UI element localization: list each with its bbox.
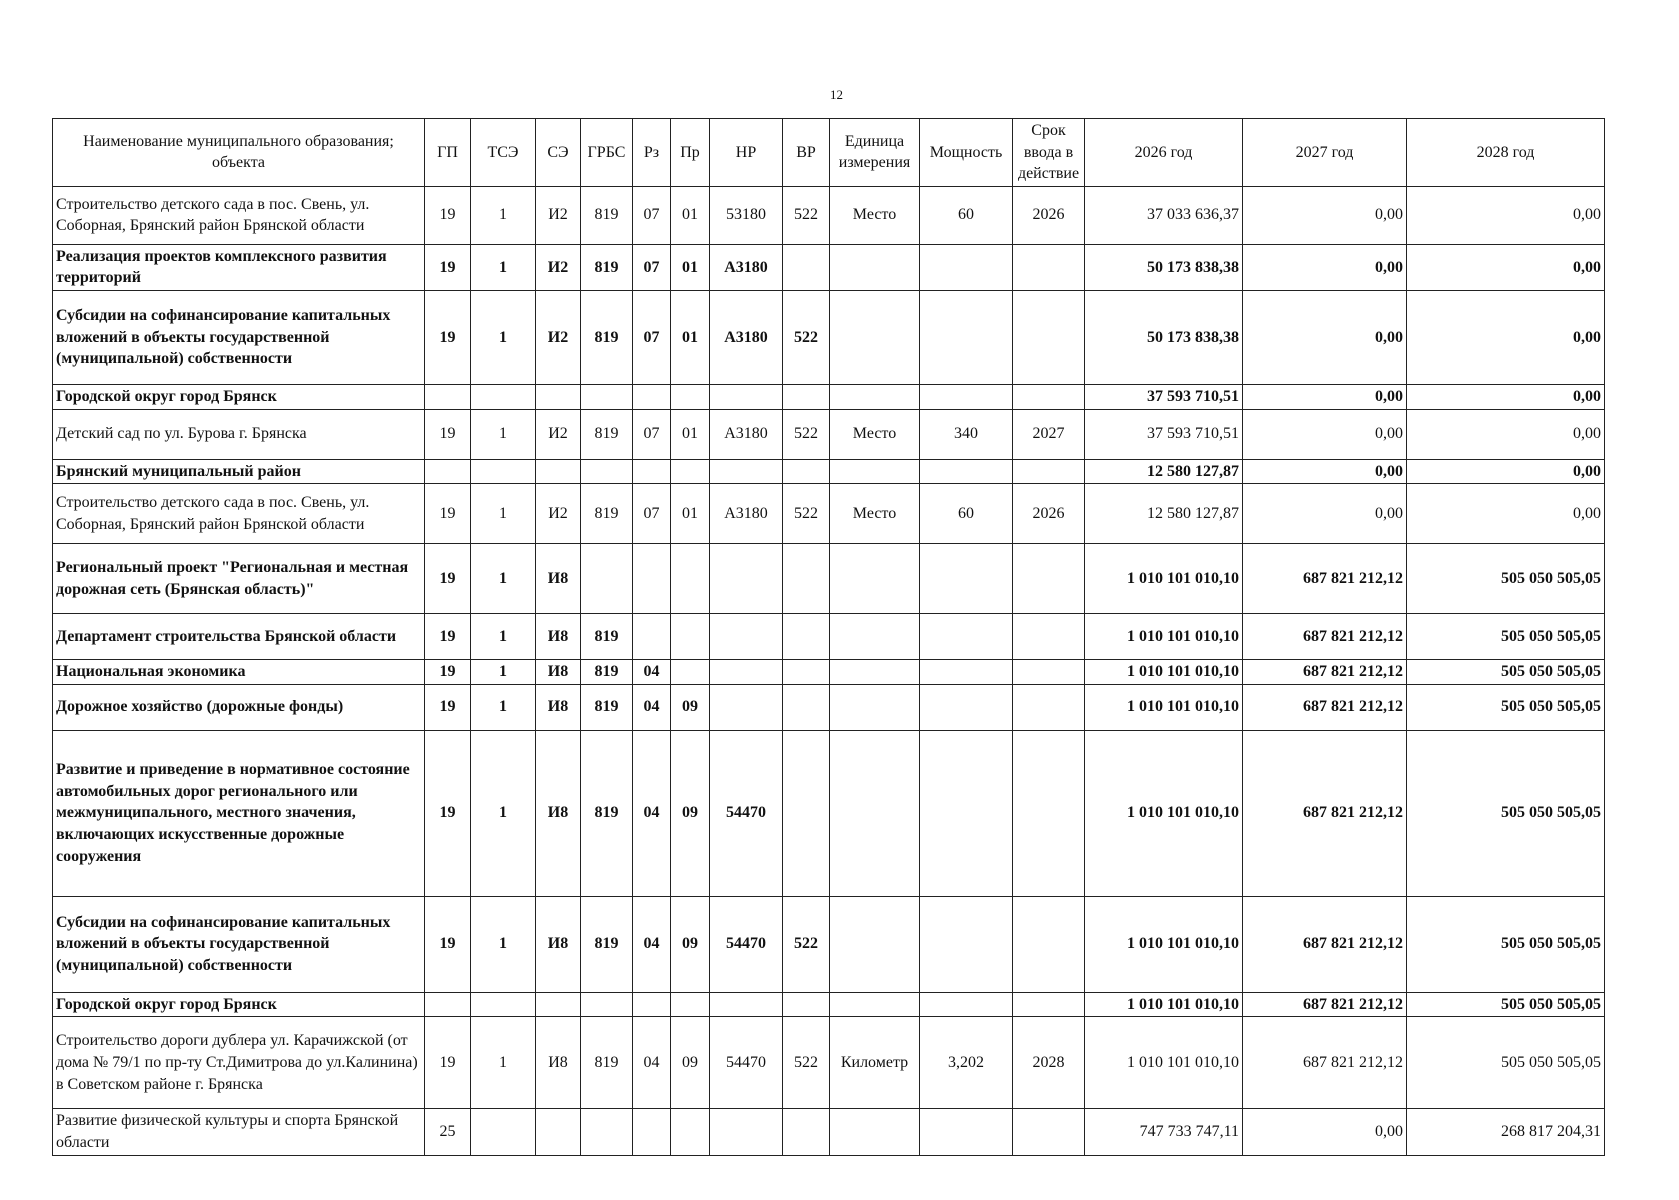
cell-nr [710, 1109, 783, 1155]
cell-unit [830, 992, 920, 1017]
cell-se [536, 384, 581, 409]
table-row [53, 992, 1605, 1017]
header-2026: 2026 год [1085, 119, 1243, 187]
cell-nr: 53180 [710, 186, 783, 244]
cell-gp [425, 384, 471, 409]
cell-vr: 522 [783, 290, 830, 384]
cell-pr [671, 544, 710, 614]
header-vr: ВР [783, 119, 830, 187]
cell-se: И8 [536, 614, 581, 660]
cell-commission-date: 2026 [1013, 186, 1085, 244]
cell-amount-2026: 37 593 710,51 [1085, 409, 1243, 459]
cell-capacity [920, 290, 1013, 384]
cell-grbs: 819 [581, 614, 633, 660]
cell-rz: 04 [633, 896, 671, 992]
cell-pr: 01 [671, 290, 710, 384]
cell-pr [671, 384, 710, 409]
table-row [53, 1109, 1605, 1155]
cell-amount-2026: 37 033 636,37 [1085, 186, 1243, 244]
cell-pr [671, 614, 710, 660]
cell-capacity [920, 244, 1013, 290]
cell-amount-2028: 0,00 [1407, 290, 1605, 384]
cell-pr [671, 992, 710, 1017]
table-row [53, 896, 1605, 992]
header-commission-date: Срок ввода в действие [1013, 119, 1085, 187]
cell-rz [633, 1109, 671, 1155]
cell-rz [633, 992, 671, 1017]
cell-amount-2027: 687 821 212,12 [1243, 1017, 1407, 1109]
cell-name: Строительство детского сада в пос. Свень, ул. Соборная, Брянский район Брянской области [53, 186, 425, 244]
cell-se: И2 [536, 409, 581, 459]
cell-commission-date [1013, 544, 1085, 614]
cell-se: И8 [536, 660, 581, 685]
cell-capacity [920, 1109, 1013, 1155]
cell-capacity [920, 660, 1013, 685]
cell-amount-2027: 0,00 [1243, 484, 1407, 544]
cell-gp [425, 992, 471, 1017]
cell-amount-2026: 1 010 101 010,10 [1085, 614, 1243, 660]
cell-amount-2028: 268 817 204,31 [1407, 1109, 1605, 1155]
cell-grbs [581, 1109, 633, 1155]
cell-gp: 19 [425, 484, 471, 544]
cell-amount-2027: 0,00 [1243, 186, 1407, 244]
cell-nr: А3180 [710, 484, 783, 544]
cell-commission-date [1013, 660, 1085, 685]
cell-rz: 07 [633, 290, 671, 384]
cell-amount-2028: 0,00 [1407, 484, 1605, 544]
cell-vr [783, 660, 830, 685]
cell-vr [783, 730, 830, 896]
cell-name: Городской округ город Брянск [53, 384, 425, 409]
cell-se: И2 [536, 290, 581, 384]
header-unit: Единица измерения [830, 119, 920, 187]
cell-commission-date [1013, 384, 1085, 409]
cell-amount-2028: 505 050 505,05 [1407, 730, 1605, 896]
cell-amount-2026: 1 010 101 010,10 [1085, 544, 1243, 614]
cell-grbs: 819 [581, 409, 633, 459]
cell-se [536, 1109, 581, 1155]
cell-vr: 522 [783, 484, 830, 544]
cell-amount-2026: 1 010 101 010,10 [1085, 896, 1243, 992]
cell-pr [671, 1109, 710, 1155]
cell-unit [830, 660, 920, 685]
cell-grbs: 819 [581, 896, 633, 992]
cell-unit [830, 730, 920, 896]
cell-commission-date [1013, 244, 1085, 290]
cell-gp: 25 [425, 1109, 471, 1155]
cell-amount-2028: 0,00 [1407, 244, 1605, 290]
table-row [53, 544, 1605, 614]
cell-name: Национальная экономика [53, 660, 425, 685]
cell-amount-2028: 505 050 505,05 [1407, 896, 1605, 992]
cell-se: И2 [536, 484, 581, 544]
cell-unit [830, 684, 920, 730]
cell-pr: 09 [671, 730, 710, 896]
cell-nr [710, 544, 783, 614]
cell-nr: 54470 [710, 1017, 783, 1109]
cell-gp: 19 [425, 186, 471, 244]
cell-se: И2 [536, 244, 581, 290]
cell-name: Детский сад по ул. Бурова г. Брянска [53, 409, 425, 459]
cell-nr: А3180 [710, 244, 783, 290]
cell-name: Субсидии на софинансирование капитальных вложений в объекты государственной (муниципальной) собственности [53, 896, 425, 992]
cell-nr: А3180 [710, 290, 783, 384]
cell-capacity: 3,202 [920, 1017, 1013, 1109]
cell-gp: 19 [425, 409, 471, 459]
cell-tse [471, 384, 536, 409]
cell-tse: 1 [471, 484, 536, 544]
cell-name: Развитие физической культуры и спорта Брянской области [53, 1109, 425, 1155]
cell-tse: 1 [471, 614, 536, 660]
cell-capacity [920, 544, 1013, 614]
cell-rz: 04 [633, 660, 671, 685]
cell-grbs [581, 459, 633, 484]
table-body [53, 186, 1605, 1155]
cell-nr [710, 660, 783, 685]
cell-name: Региональный проект "Региональная и местная дорожная сеть (Брянская область)" [53, 544, 425, 614]
header-se: СЭ [536, 119, 581, 187]
cell-grbs: 819 [581, 484, 633, 544]
cell-grbs: 819 [581, 290, 633, 384]
cell-name: Дорожное хозяйство (дорожные фонды) [53, 684, 425, 730]
cell-nr: 54470 [710, 730, 783, 896]
cell-unit [830, 896, 920, 992]
cell-amount-2028: 505 050 505,05 [1407, 544, 1605, 614]
cell-amount-2028: 505 050 505,05 [1407, 660, 1605, 685]
cell-capacity [920, 459, 1013, 484]
cell-pr: 01 [671, 186, 710, 244]
table-row [53, 409, 1605, 459]
cell-vr: 522 [783, 409, 830, 459]
cell-unit [830, 290, 920, 384]
cell-amount-2026: 12 580 127,87 [1085, 484, 1243, 544]
cell-tse: 1 [471, 730, 536, 896]
cell-amount-2027: 687 821 212,12 [1243, 684, 1407, 730]
cell-amount-2028: 505 050 505,05 [1407, 992, 1605, 1017]
cell-pr: 01 [671, 484, 710, 544]
cell-commission-date [1013, 730, 1085, 896]
cell-amount-2026: 37 593 710,51 [1085, 384, 1243, 409]
cell-rz: 07 [633, 409, 671, 459]
cell-se: И8 [536, 730, 581, 896]
cell-vr [783, 1109, 830, 1155]
cell-capacity [920, 614, 1013, 660]
cell-gp: 19 [425, 614, 471, 660]
cell-capacity: 340 [920, 409, 1013, 459]
cell-capacity [920, 730, 1013, 896]
cell-commission-date [1013, 896, 1085, 992]
cell-grbs: 819 [581, 730, 633, 896]
cell-tse: 1 [471, 684, 536, 730]
cell-name: Городской округ город Брянск [53, 992, 425, 1017]
header-rz: Рз [633, 119, 671, 187]
cell-nr: А3180 [710, 409, 783, 459]
cell-se: И8 [536, 896, 581, 992]
header-name: Наименование муниципального образования; объекта [53, 119, 425, 187]
cell-gp: 19 [425, 290, 471, 384]
header-grbs: ГРБС [581, 119, 633, 187]
header-gp: ГП [425, 119, 471, 187]
cell-commission-date [1013, 290, 1085, 384]
cell-se [536, 992, 581, 1017]
cell-tse [471, 992, 536, 1017]
cell-grbs [581, 992, 633, 1017]
header-tse: ТСЭ [471, 119, 536, 187]
table-row [53, 684, 1605, 730]
cell-unit [830, 384, 920, 409]
cell-unit [830, 614, 920, 660]
cell-vr [783, 384, 830, 409]
cell-name: Строительство детского сада в пос. Свень, ул. Соборная, Брянский район Брянской области [53, 484, 425, 544]
cell-vr [783, 544, 830, 614]
cell-unit: Место [830, 409, 920, 459]
table-row [53, 290, 1605, 384]
cell-gp [425, 459, 471, 484]
cell-name: Строительство дороги дублера ул. Карачижской (от дома № 79/1 по пр-ту Ст.Димитрова до ул.Калинина) в Советском районе г. Брянска [53, 1017, 425, 1109]
cell-vr: 522 [783, 1017, 830, 1109]
cell-capacity [920, 896, 1013, 992]
cell-unit: Место [830, 186, 920, 244]
cell-gp: 19 [425, 544, 471, 614]
cell-unit [830, 459, 920, 484]
cell-commission-date [1013, 459, 1085, 484]
cell-tse: 1 [471, 896, 536, 992]
cell-se: И8 [536, 1017, 581, 1109]
cell-amount-2026: 1 010 101 010,10 [1085, 992, 1243, 1017]
cell-amount-2026: 50 173 838,38 [1085, 244, 1243, 290]
cell-rz: 07 [633, 186, 671, 244]
cell-rz [633, 544, 671, 614]
cell-pr [671, 660, 710, 685]
cell-grbs: 819 [581, 684, 633, 730]
cell-grbs: 819 [581, 660, 633, 685]
cell-grbs: 819 [581, 186, 633, 244]
table-row [53, 484, 1605, 544]
cell-vr [783, 459, 830, 484]
cell-rz: 07 [633, 484, 671, 544]
cell-se: И8 [536, 544, 581, 614]
cell-tse: 1 [471, 660, 536, 685]
cell-gp: 19 [425, 1017, 471, 1109]
table-row [53, 459, 1605, 484]
header-capacity: Мощность [920, 119, 1013, 187]
cell-amount-2026: 1 010 101 010,10 [1085, 730, 1243, 896]
table-row [53, 730, 1605, 896]
cell-commission-date [1013, 614, 1085, 660]
cell-grbs: 819 [581, 1017, 633, 1109]
cell-commission-date: 2027 [1013, 409, 1085, 459]
cell-rz: 04 [633, 730, 671, 896]
cell-unit [830, 1109, 920, 1155]
cell-rz: 04 [633, 684, 671, 730]
cell-amount-2026: 1 010 101 010,10 [1085, 1017, 1243, 1109]
cell-pr: 01 [671, 244, 710, 290]
cell-capacity: 60 [920, 484, 1013, 544]
cell-unit [830, 544, 920, 614]
cell-grbs [581, 384, 633, 409]
cell-amount-2026: 50 173 838,38 [1085, 290, 1243, 384]
cell-rz: 07 [633, 244, 671, 290]
cell-capacity [920, 992, 1013, 1017]
cell-tse: 1 [471, 1017, 536, 1109]
cell-name: Субсидии на софинансирование капитальных вложений в объекты государственной (муниципальной) собственности [53, 290, 425, 384]
cell-name: Брянский муниципальный район [53, 459, 425, 484]
table-row [53, 186, 1605, 244]
cell-se [536, 459, 581, 484]
table-row [53, 244, 1605, 290]
cell-pr: 01 [671, 409, 710, 459]
cell-capacity: 60 [920, 186, 1013, 244]
cell-vr [783, 244, 830, 290]
cell-amount-2026: 1 010 101 010,10 [1085, 660, 1243, 685]
cell-grbs [581, 544, 633, 614]
cell-amount-2027: 0,00 [1243, 409, 1407, 459]
cell-amount-2026: 1 010 101 010,10 [1085, 684, 1243, 730]
cell-rz: 04 [633, 1017, 671, 1109]
budget-table [52, 118, 1605, 1156]
cell-vr [783, 614, 830, 660]
cell-commission-date: 2028 [1013, 1017, 1085, 1109]
cell-tse [471, 459, 536, 484]
cell-amount-2027: 0,00 [1243, 290, 1407, 384]
cell-grbs: 819 [581, 244, 633, 290]
cell-vr [783, 684, 830, 730]
cell-amount-2027: 687 821 212,12 [1243, 660, 1407, 685]
cell-name: Департамент строительства Брянской области [53, 614, 425, 660]
cell-amount-2026: 747 733 747,11 [1085, 1109, 1243, 1155]
table-row [53, 384, 1605, 409]
cell-nr [710, 684, 783, 730]
cell-pr [671, 459, 710, 484]
cell-capacity [920, 384, 1013, 409]
cell-se: И2 [536, 186, 581, 244]
cell-gp: 19 [425, 896, 471, 992]
cell-tse: 1 [471, 186, 536, 244]
cell-commission-date: 2026 [1013, 484, 1085, 544]
table-row [53, 1017, 1605, 1109]
cell-unit: Километр [830, 1017, 920, 1109]
cell-amount-2026: 12 580 127,87 [1085, 459, 1243, 484]
cell-pr: 09 [671, 684, 710, 730]
cell-rz [633, 459, 671, 484]
cell-unit: Место [830, 484, 920, 544]
cell-tse: 1 [471, 544, 536, 614]
cell-nr [710, 459, 783, 484]
cell-amount-2028: 505 050 505,05 [1407, 614, 1605, 660]
cell-rz [633, 614, 671, 660]
cell-amount-2027: 0,00 [1243, 1109, 1407, 1155]
cell-amount-2027: 0,00 [1243, 244, 1407, 290]
cell-amount-2027: 0,00 [1243, 459, 1407, 484]
table-row [53, 614, 1605, 660]
cell-vr: 522 [783, 896, 830, 992]
cell-tse [471, 1109, 536, 1155]
cell-amount-2027: 687 821 212,12 [1243, 614, 1407, 660]
header-nr: НР [710, 119, 783, 187]
cell-name: Развитие и приведение в нормативное состояние автомобильных дорог регионального или межмуниципального, местного значения, включающих искусственные дорожные сооружения [53, 730, 425, 896]
cell-tse: 1 [471, 409, 536, 459]
cell-pr: 09 [671, 1017, 710, 1109]
cell-gp: 19 [425, 684, 471, 730]
cell-capacity [920, 684, 1013, 730]
cell-amount-2027: 687 821 212,12 [1243, 896, 1407, 992]
table-row [53, 660, 1605, 685]
cell-tse: 1 [471, 290, 536, 384]
cell-nr [710, 384, 783, 409]
cell-rz [633, 384, 671, 409]
cell-name: Реализация проектов комплексного развития территорий [53, 244, 425, 290]
cell-amount-2028: 0,00 [1407, 409, 1605, 459]
cell-amount-2027: 687 821 212,12 [1243, 992, 1407, 1017]
cell-se: И8 [536, 684, 581, 730]
cell-amount-2028: 0,00 [1407, 186, 1605, 244]
cell-amount-2028: 505 050 505,05 [1407, 1017, 1605, 1109]
cell-vr [783, 992, 830, 1017]
header-2028: 2028 год [1407, 119, 1605, 187]
cell-amount-2027: 687 821 212,12 [1243, 730, 1407, 896]
cell-gp: 19 [425, 730, 471, 896]
cell-tse: 1 [471, 244, 536, 290]
cell-amount-2028: 0,00 [1407, 459, 1605, 484]
cell-amount-2027: 0,00 [1243, 384, 1407, 409]
cell-gp: 19 [425, 660, 471, 685]
header-2027: 2027 год [1243, 119, 1407, 187]
cell-nr [710, 614, 783, 660]
cell-pr: 09 [671, 896, 710, 992]
cell-amount-2027: 687 821 212,12 [1243, 544, 1407, 614]
cell-nr: 54470 [710, 896, 783, 992]
table-header-row [53, 119, 1605, 187]
page-number: 12 [830, 87, 843, 102]
cell-nr [710, 992, 783, 1017]
cell-commission-date [1013, 1109, 1085, 1155]
cell-amount-2028: 505 050 505,05 [1407, 684, 1605, 730]
cell-unit [830, 244, 920, 290]
cell-commission-date [1013, 992, 1085, 1017]
cell-gp: 19 [425, 244, 471, 290]
cell-commission-date [1013, 684, 1085, 730]
cell-vr: 522 [783, 186, 830, 244]
header-pr: Пр [671, 119, 710, 187]
cell-amount-2028: 0,00 [1407, 384, 1605, 409]
